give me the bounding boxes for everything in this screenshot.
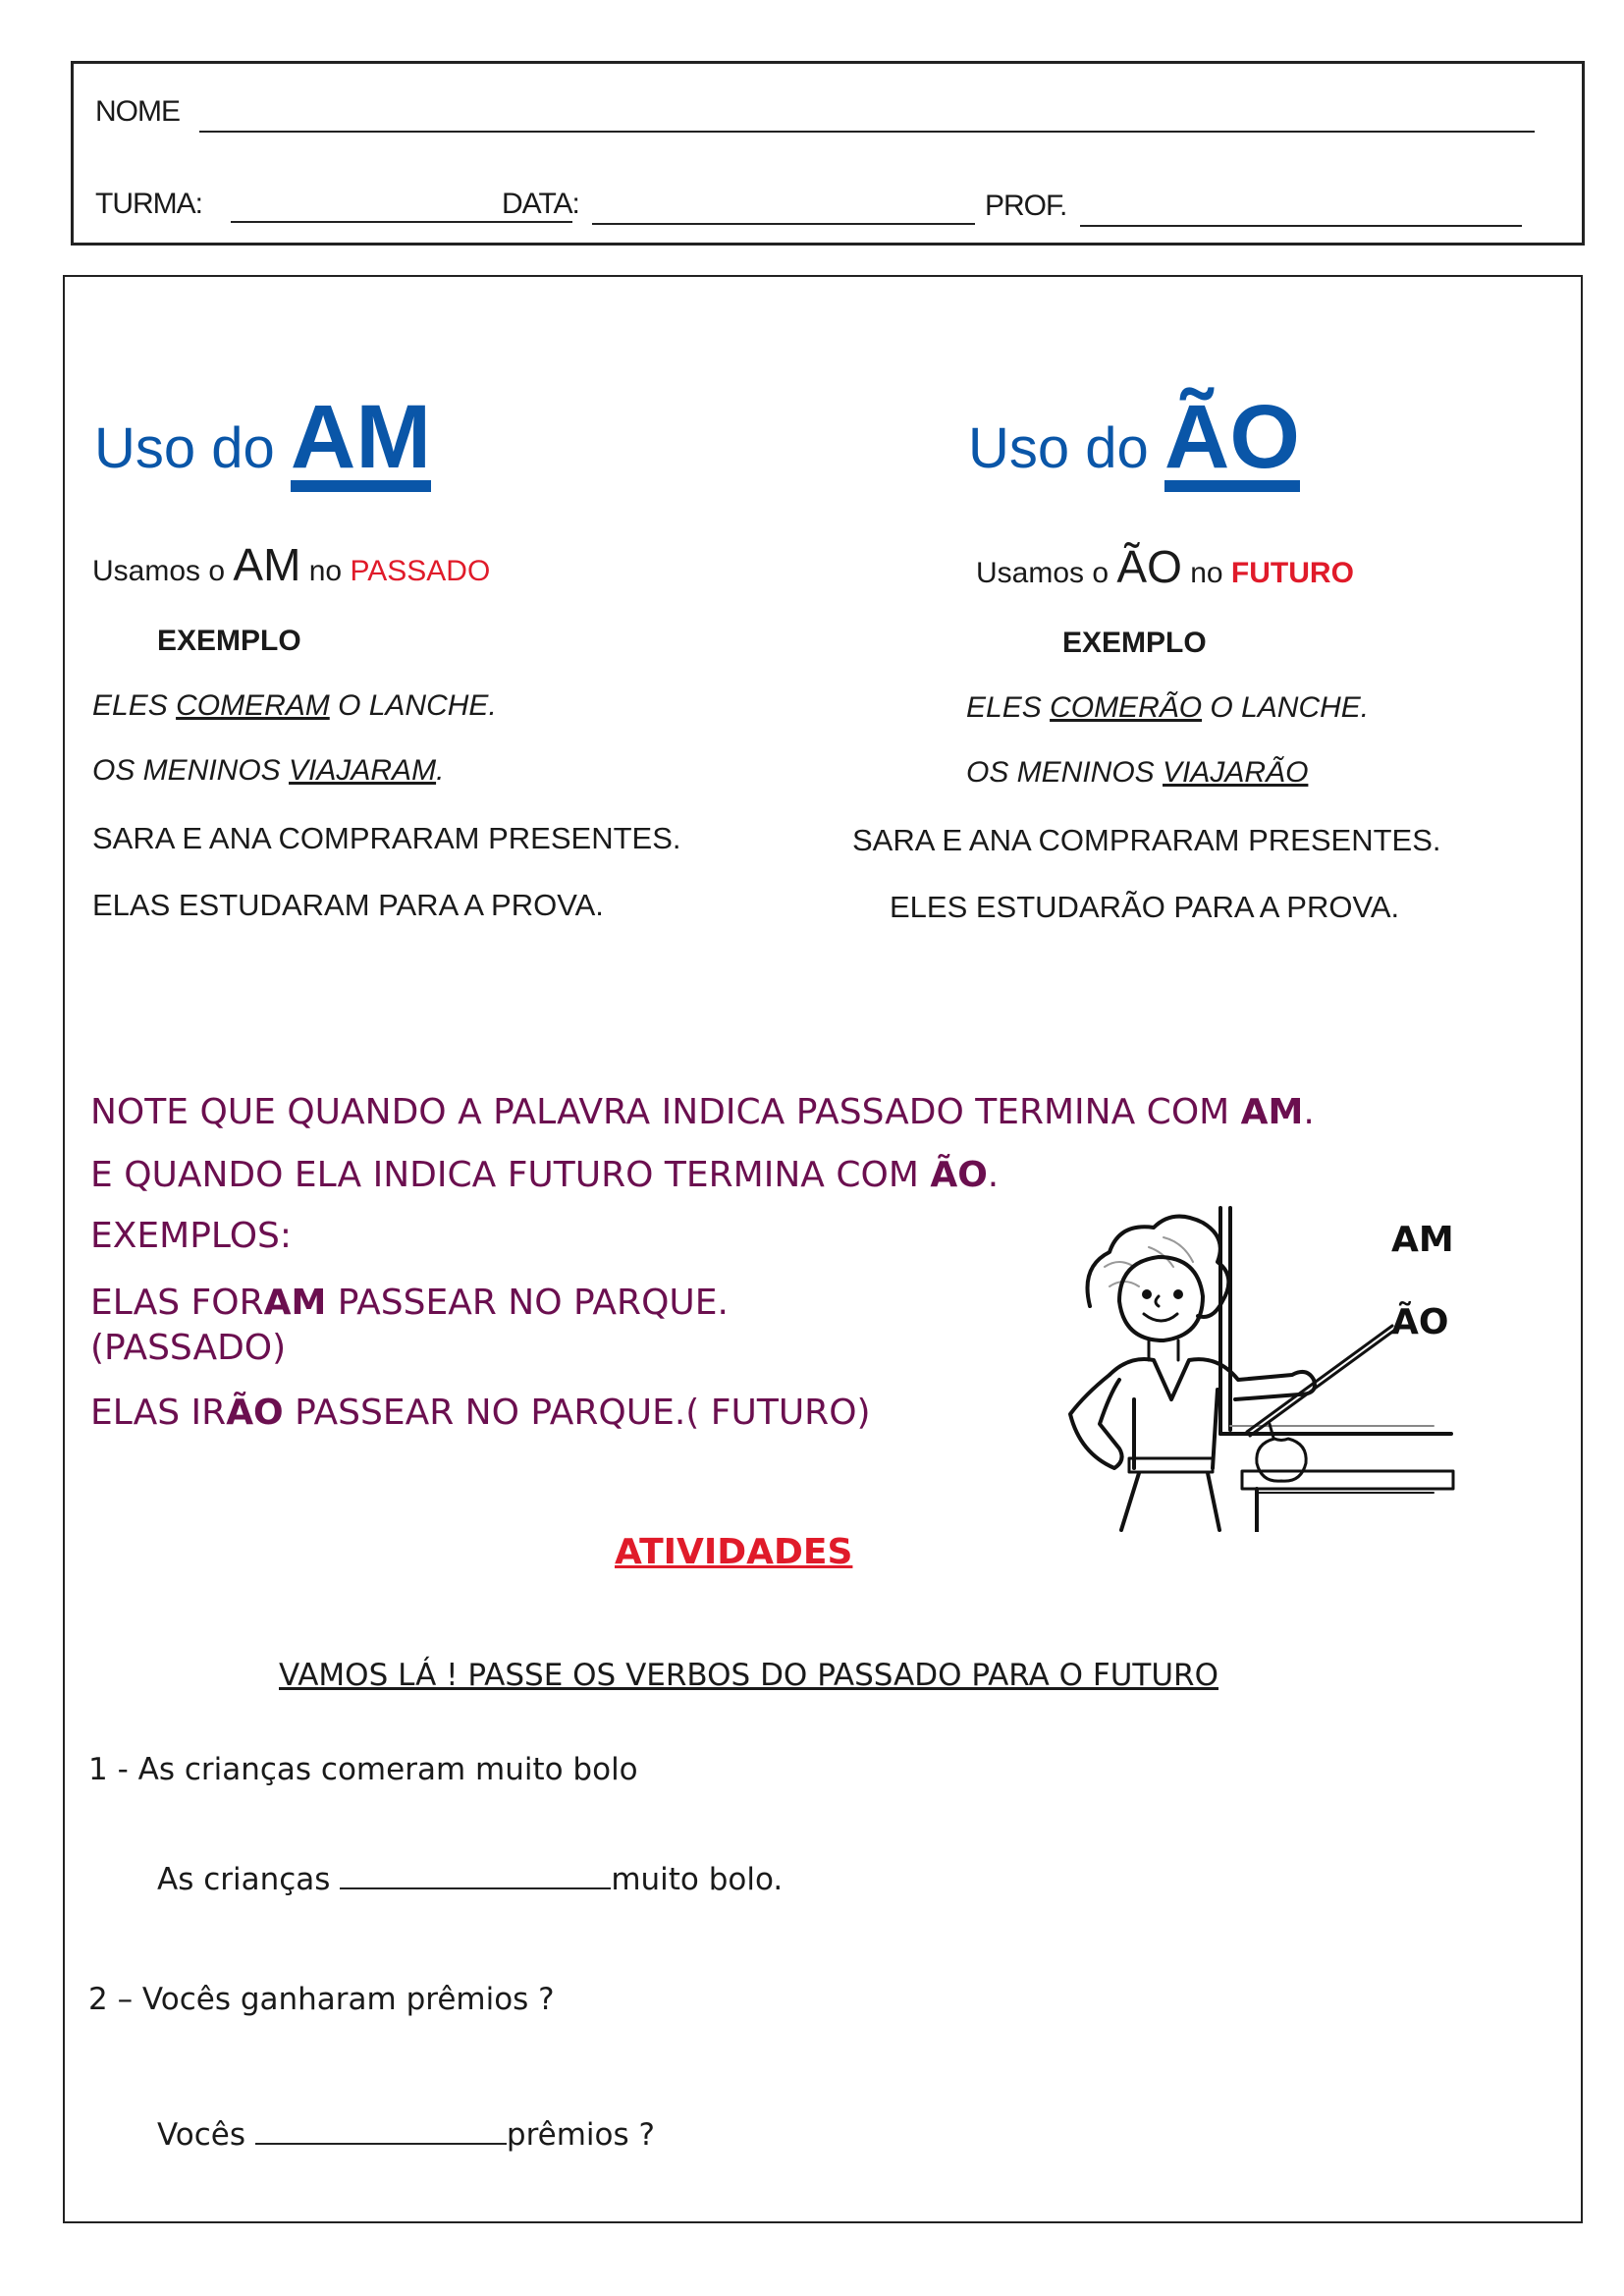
activities-instruction: VAMOS LÁ ! PASSE OS VERBOS DO PASSADO PARA O FUTURO (279, 1658, 1218, 1693)
prof-label: PROF. (985, 190, 1067, 222)
exemplo-label-right: EXEMPLO (1062, 627, 1207, 659)
answer-text: Vocês (157, 2117, 255, 2153)
tense-futuro: FUTURO (1230, 557, 1354, 589)
example-text: . (436, 754, 445, 787)
board-word-am: AM (1391, 1220, 1454, 1260)
example-verb: COMERAM (176, 689, 330, 722)
usamos-ao-line (976, 540, 1354, 593)
example-left-2 (92, 754, 444, 788)
example-verb: COMERÃO (1050, 691, 1203, 724)
example-text: ELES (92, 689, 177, 722)
nome-field[interactable] (199, 131, 1535, 133)
nome-label: NOME (95, 95, 180, 128)
question-2: 2 – Vocês ganharam prêmios ? (88, 1982, 555, 2017)
usamos-big: ÃO (1116, 541, 1182, 592)
example-verb: VIAJARAM (289, 754, 437, 787)
sentence-left-2: ELAS ESTUDARAM PARA A PROVA. (92, 888, 604, 922)
data-field[interactable] (592, 223, 975, 225)
title-am-main: AM (291, 397, 431, 492)
note-example-1 (90, 1283, 729, 1323)
usamos-big: AM (233, 539, 301, 590)
usamos-mid: no (1190, 557, 1223, 589)
answer-2-blank[interactable] (255, 2117, 507, 2145)
question-1: 1 - As crianças comeram muito bolo (88, 1752, 638, 1787)
usamos-prefix: Usamos o (976, 557, 1110, 589)
note-bold: ÃO (226, 1393, 284, 1433)
prof-field[interactable] (1080, 225, 1522, 227)
answer-2 (157, 2117, 655, 2153)
usamos-am-line (92, 538, 490, 591)
note-example-2 (90, 1393, 871, 1433)
note-text: . (987, 1155, 1000, 1195)
title-ao-prefix: Uso do (968, 416, 1149, 480)
example-text: OS MENINOS (92, 754, 290, 787)
sentence-right-1: SARA E ANA COMPRARAM PRESENTES. (852, 823, 1441, 857)
example-text: OS MENINOS (966, 756, 1164, 789)
exemplos-label: EXEMPLOS: (90, 1216, 293, 1256)
title-am-prefix: Uso do (94, 416, 275, 480)
data-label: DATA: (502, 188, 579, 220)
example-text: ELES (966, 691, 1051, 724)
title-ao (968, 387, 1300, 492)
tense-passado: PASSADO (350, 555, 491, 587)
usamos-prefix: Usamos o (92, 555, 226, 587)
exemplo-label-left: EXEMPLO (157, 625, 301, 657)
answer-text: As crianças (157, 1862, 341, 1897)
answer-text: prêmios ? (506, 2117, 655, 2153)
note-text: . (1303, 1092, 1315, 1132)
note-line-1 (90, 1092, 1315, 1132)
note-bold: AM (263, 1283, 327, 1323)
title-am (94, 387, 431, 492)
example-text: O LANCHE. (1202, 691, 1370, 724)
note-example-1-tag: (PASSADO) (90, 1328, 287, 1368)
turma-label: TURMA: (95, 188, 202, 220)
board-word-ao: ÃO (1391, 1302, 1449, 1342)
activities-title: ATIVIDADES (615, 1532, 853, 1572)
note-line-2 (90, 1155, 999, 1195)
usamos-mid: no (308, 555, 343, 587)
sentence-left-1: SARA E ANA COMPRARAM PRESENTES. (92, 821, 681, 855)
example-right-2 (966, 756, 1308, 790)
note-text: PASSEAR NO PARQUE. (326, 1283, 729, 1323)
note-text: ELAS FOR (90, 1283, 264, 1323)
teacher-illustration (1051, 1198, 1483, 1532)
answer-1 (157, 1862, 783, 1897)
example-left-1 (92, 689, 497, 723)
note-text: NOTE QUE QUANDO A PALAVRA INDICA PASSADO TERMINA COM (90, 1092, 1241, 1132)
example-text: O LANCHE. (329, 689, 497, 722)
answer-1-blank[interactable] (340, 1862, 611, 1889)
note-text: E QUANDO ELA INDICA FUTURO TERMINA COM (90, 1155, 931, 1195)
title-ao-main: ÃO (1164, 397, 1300, 492)
note-text: ELAS IR (90, 1393, 227, 1433)
example-right-1 (966, 691, 1369, 725)
note-bold: ÃO (930, 1155, 988, 1195)
example-verb: VIAJARÃO (1163, 756, 1309, 789)
sentence-right-2: ELES ESTUDARÃO PARA A PROVA. (890, 890, 1400, 924)
note-text: PASSEAR NO PARQUE.( FUTURO) (283, 1393, 871, 1433)
turma-field[interactable] (231, 221, 572, 223)
answer-text: muito bolo. (611, 1862, 784, 1897)
note-bold: AM (1240, 1092, 1304, 1132)
student-info-box (71, 61, 1585, 246)
